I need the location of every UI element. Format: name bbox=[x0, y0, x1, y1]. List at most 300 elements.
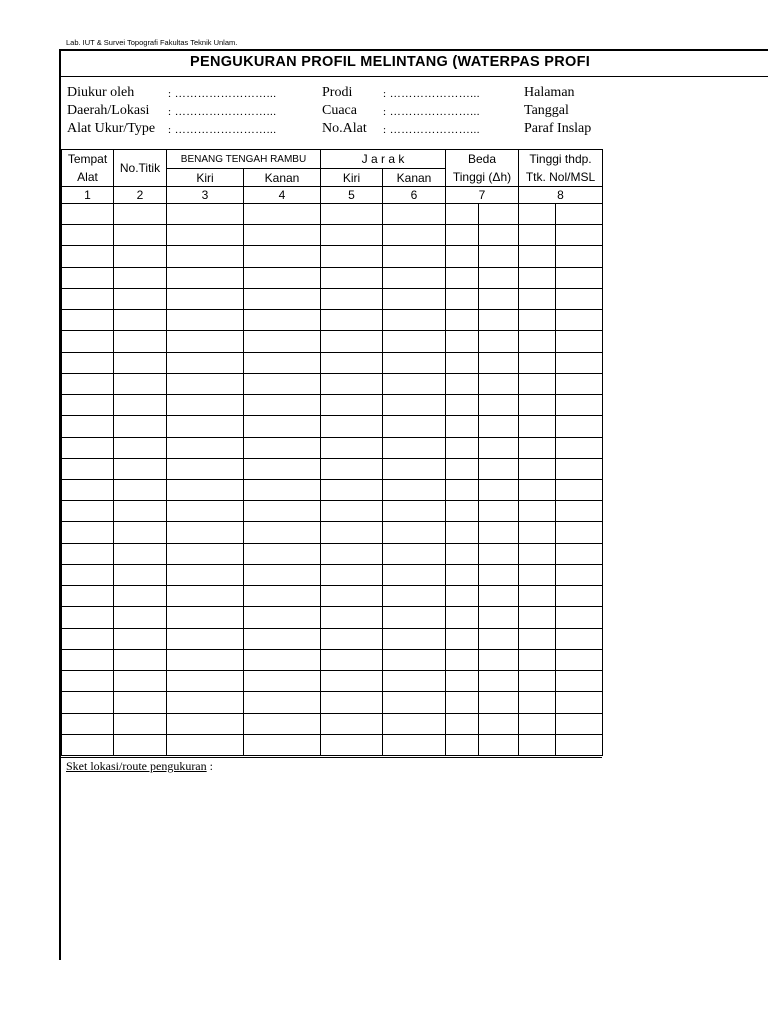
label-cuaca: Cuaca bbox=[322, 103, 357, 118]
table-cell[interactable] bbox=[62, 353, 114, 374]
table-cell[interactable] bbox=[114, 204, 167, 225]
table-cell[interactable] bbox=[519, 438, 556, 459]
col-number-8: 8 bbox=[519, 187, 603, 204]
table-cell[interactable] bbox=[556, 225, 603, 246]
table-cell[interactable] bbox=[383, 544, 446, 565]
table-cell[interactable] bbox=[383, 289, 446, 310]
table-cell[interactable] bbox=[114, 735, 167, 756]
table-row bbox=[62, 416, 603, 438]
table-cell[interactable] bbox=[383, 650, 446, 671]
table-cell[interactable] bbox=[556, 586, 603, 607]
table-cell[interactable] bbox=[244, 607, 321, 629]
table-cell[interactable] bbox=[244, 416, 321, 438]
table-cell[interactable] bbox=[479, 522, 519, 544]
table-cell[interactable] bbox=[114, 692, 167, 714]
table-cell[interactable] bbox=[519, 671, 556, 692]
table-cell[interactable] bbox=[167, 480, 244, 501]
field-no-alat[interactable]: : …………………... bbox=[383, 124, 481, 136]
table-cell[interactable] bbox=[244, 629, 321, 650]
table-cell[interactable] bbox=[114, 374, 167, 395]
table-cell[interactable] bbox=[519, 544, 556, 565]
table-cell[interactable] bbox=[321, 246, 383, 268]
table-cell[interactable] bbox=[321, 544, 383, 565]
table-cell[interactable] bbox=[114, 395, 167, 416]
field-diukur-oleh[interactable]: : ……………………... bbox=[168, 88, 277, 100]
table-cell[interactable] bbox=[479, 544, 519, 565]
table-cell[interactable] bbox=[556, 501, 603, 522]
table-cell[interactable] bbox=[556, 607, 603, 629]
table-cell[interactable] bbox=[383, 735, 446, 756]
table-cell[interactable] bbox=[519, 374, 556, 395]
table-cell[interactable] bbox=[479, 565, 519, 586]
table-cell[interactable] bbox=[167, 225, 244, 246]
table-cell[interactable] bbox=[114, 246, 167, 268]
table-cell[interactable] bbox=[321, 735, 383, 756]
table-row bbox=[62, 650, 603, 671]
table-cell[interactable] bbox=[446, 310, 479, 331]
table-cell[interactable] bbox=[479, 374, 519, 395]
table-cell[interactable] bbox=[383, 310, 446, 331]
table-cell[interactable] bbox=[446, 246, 479, 268]
table-cell[interactable] bbox=[114, 544, 167, 565]
frame-top-border bbox=[59, 49, 768, 51]
table-cell[interactable] bbox=[556, 310, 603, 331]
table-cell[interactable] bbox=[479, 395, 519, 416]
table-cell[interactable] bbox=[244, 289, 321, 310]
table-row bbox=[62, 204, 603, 225]
table-cell[interactable] bbox=[383, 374, 446, 395]
header-jarak-kanan: Kanan bbox=[383, 169, 446, 187]
table-cell[interactable] bbox=[383, 671, 446, 692]
table-cell[interactable] bbox=[167, 692, 244, 714]
header-tinggi-thdp: Tinggi thdp. bbox=[519, 150, 603, 169]
table-cell[interactable] bbox=[167, 395, 244, 416]
table-cell[interactable] bbox=[519, 416, 556, 438]
table-cell[interactable] bbox=[556, 268, 603, 289]
table-row bbox=[62, 735, 603, 756]
table-cell[interactable] bbox=[383, 607, 446, 629]
table-cell[interactable] bbox=[62, 374, 114, 395]
table-cell[interactable] bbox=[321, 586, 383, 607]
table-cell[interactable] bbox=[62, 480, 114, 501]
col-number-2: 2 bbox=[114, 187, 167, 204]
table-cell[interactable] bbox=[446, 565, 479, 586]
table-cell[interactable] bbox=[114, 522, 167, 544]
table-cell[interactable] bbox=[321, 395, 383, 416]
header-jarak: J a r a k bbox=[321, 150, 446, 169]
table-cell[interactable] bbox=[519, 459, 556, 480]
table-cell[interactable] bbox=[479, 480, 519, 501]
table-cell[interactable] bbox=[321, 480, 383, 501]
table-cell[interactable] bbox=[556, 353, 603, 374]
table-cell[interactable] bbox=[321, 714, 383, 735]
label-tanggal: Tanggal bbox=[524, 103, 569, 118]
table-cell[interactable] bbox=[321, 629, 383, 650]
table-cell[interactable] bbox=[114, 565, 167, 586]
table-cell[interactable] bbox=[446, 544, 479, 565]
table-cell[interactable] bbox=[167, 246, 244, 268]
field-alat-ukur[interactable]: : ……………………... bbox=[168, 124, 277, 136]
table-cell[interactable] bbox=[244, 480, 321, 501]
table-cell[interactable] bbox=[62, 395, 114, 416]
table-cell[interactable] bbox=[62, 501, 114, 522]
table-cell[interactable] bbox=[244, 225, 321, 246]
table-cell[interactable] bbox=[556, 522, 603, 544]
table-cell[interactable] bbox=[446, 480, 479, 501]
table-cell[interactable] bbox=[244, 459, 321, 480]
table-cell[interactable] bbox=[383, 225, 446, 246]
table-cell[interactable] bbox=[62, 204, 114, 225]
table-cell[interactable] bbox=[479, 586, 519, 607]
lab-header: Lab. IUT & Survei Topografi Fakultas Teknik Unlam. bbox=[66, 38, 238, 47]
header-tinggi-dh: Tinggi (Δh) bbox=[446, 169, 519, 187]
table-cell[interactable] bbox=[62, 438, 114, 459]
table-cell[interactable] bbox=[167, 544, 244, 565]
table-cell[interactable] bbox=[321, 204, 383, 225]
table-cell[interactable] bbox=[479, 671, 519, 692]
table-cell[interactable] bbox=[519, 501, 556, 522]
table-cell[interactable] bbox=[321, 268, 383, 289]
table-cell[interactable] bbox=[167, 438, 244, 459]
table-cell[interactable] bbox=[479, 416, 519, 438]
table-cell[interactable] bbox=[446, 438, 479, 459]
table-cell[interactable] bbox=[519, 480, 556, 501]
table-cell[interactable] bbox=[167, 671, 244, 692]
table-cell[interactable] bbox=[446, 268, 479, 289]
table-cell[interactable] bbox=[556, 480, 603, 501]
table-cell[interactable] bbox=[383, 395, 446, 416]
table-cell[interactable] bbox=[383, 331, 446, 353]
field-daerah-lokasi[interactable]: : ……………………... bbox=[168, 106, 277, 118]
table-cell[interactable] bbox=[519, 629, 556, 650]
table-cell[interactable] bbox=[519, 331, 556, 353]
table-cell[interactable] bbox=[244, 353, 321, 374]
table-cell[interactable] bbox=[446, 650, 479, 671]
table-cell[interactable] bbox=[167, 607, 244, 629]
table-cell[interactable] bbox=[446, 395, 479, 416]
table-cell[interactable] bbox=[479, 650, 519, 671]
table-cell[interactable] bbox=[62, 586, 114, 607]
table-cell[interactable] bbox=[519, 714, 556, 735]
table-cell[interactable] bbox=[167, 650, 244, 671]
table-cell[interactable] bbox=[383, 438, 446, 459]
table-cell[interactable] bbox=[383, 501, 446, 522]
table-cell[interactable] bbox=[519, 268, 556, 289]
table-cell[interactable] bbox=[321, 692, 383, 714]
table-cell[interactable] bbox=[244, 331, 321, 353]
table-cell[interactable] bbox=[62, 607, 114, 629]
table-row bbox=[62, 501, 603, 522]
table-cell[interactable] bbox=[519, 565, 556, 586]
label-paraf-inslap: Paraf Inslap bbox=[524, 121, 592, 136]
table-row bbox=[62, 438, 603, 459]
table-cell[interactable] bbox=[62, 692, 114, 714]
table-cell[interactable] bbox=[446, 459, 479, 480]
table-cell[interactable] bbox=[446, 289, 479, 310]
field-prodi[interactable]: : …………………... bbox=[383, 88, 481, 100]
table-cell[interactable] bbox=[114, 629, 167, 650]
table-cell[interactable] bbox=[519, 204, 556, 225]
table-cell[interactable] bbox=[479, 289, 519, 310]
col-number-6: 6 bbox=[383, 187, 446, 204]
header-beda: Beda bbox=[446, 150, 519, 169]
table-cell[interactable] bbox=[556, 565, 603, 586]
table-cell[interactable] bbox=[519, 289, 556, 310]
table-cell[interactable] bbox=[167, 374, 244, 395]
table-cell[interactable] bbox=[519, 522, 556, 544]
table-cell[interactable] bbox=[62, 416, 114, 438]
table-cell[interactable] bbox=[519, 225, 556, 246]
table-cell[interactable] bbox=[114, 289, 167, 310]
table-cell[interactable] bbox=[321, 289, 383, 310]
table-cell[interactable] bbox=[556, 331, 603, 353]
table-cell[interactable] bbox=[244, 544, 321, 565]
table-cell[interactable] bbox=[62, 714, 114, 735]
table-cell[interactable] bbox=[446, 353, 479, 374]
table-cell[interactable] bbox=[519, 692, 556, 714]
table-cell[interactable] bbox=[383, 416, 446, 438]
table-cell[interactable] bbox=[383, 480, 446, 501]
table-row bbox=[62, 395, 603, 416]
label-alat-ukur: Alat Ukur/Type bbox=[67, 121, 156, 136]
table-cell[interactable] bbox=[383, 586, 446, 607]
table-cell[interactable] bbox=[383, 522, 446, 544]
table-cell[interactable] bbox=[167, 586, 244, 607]
col-number-5: 5 bbox=[321, 187, 383, 204]
table-cell[interactable] bbox=[167, 289, 244, 310]
table-cell[interactable] bbox=[479, 268, 519, 289]
table-cell[interactable] bbox=[244, 204, 321, 225]
table-cell[interactable] bbox=[321, 650, 383, 671]
table-cell[interactable] bbox=[446, 204, 479, 225]
table-cell[interactable] bbox=[446, 416, 479, 438]
table-cell[interactable] bbox=[62, 459, 114, 480]
table-cell[interactable] bbox=[479, 353, 519, 374]
table-cell[interactable] bbox=[321, 607, 383, 629]
table-cell[interactable] bbox=[167, 331, 244, 353]
table-cell[interactable] bbox=[556, 204, 603, 225]
table-cell[interactable] bbox=[383, 629, 446, 650]
table-cell[interactable] bbox=[519, 650, 556, 671]
table-cell[interactable] bbox=[62, 544, 114, 565]
table-row bbox=[62, 544, 603, 565]
table-cell[interactable] bbox=[114, 353, 167, 374]
table-cell[interactable] bbox=[556, 650, 603, 671]
header-benang-tengah-rambu: BENANG TENGAH RAMBU bbox=[167, 150, 321, 169]
table-cell[interactable] bbox=[519, 607, 556, 629]
table-cell[interactable] bbox=[556, 629, 603, 650]
table-cell[interactable] bbox=[167, 459, 244, 480]
table-cell[interactable] bbox=[167, 310, 244, 331]
table-cell[interactable] bbox=[321, 353, 383, 374]
table-cell[interactable] bbox=[479, 501, 519, 522]
table-cell[interactable] bbox=[519, 735, 556, 756]
table-cell[interactable] bbox=[479, 692, 519, 714]
table-cell[interactable] bbox=[446, 586, 479, 607]
table-cell[interactable] bbox=[479, 735, 519, 756]
table-cell[interactable] bbox=[383, 268, 446, 289]
table-cell[interactable] bbox=[167, 204, 244, 225]
header-benang-kanan: Kanan bbox=[244, 169, 321, 187]
table-cell[interactable] bbox=[321, 225, 383, 246]
table-cell[interactable] bbox=[167, 353, 244, 374]
table-cell[interactable] bbox=[446, 225, 479, 246]
table-cell[interactable] bbox=[62, 671, 114, 692]
table-cell[interactable] bbox=[62, 289, 114, 310]
table-cell[interactable] bbox=[167, 565, 244, 586]
table-cell[interactable] bbox=[383, 353, 446, 374]
table-cell[interactable] bbox=[556, 246, 603, 268]
table-cell[interactable] bbox=[244, 522, 321, 544]
table-cell[interactable] bbox=[446, 714, 479, 735]
table-cell[interactable] bbox=[62, 310, 114, 331]
table-cell[interactable] bbox=[479, 459, 519, 480]
table-cell[interactable] bbox=[383, 246, 446, 268]
table-cell[interactable] bbox=[114, 459, 167, 480]
table-cell[interactable] bbox=[244, 501, 321, 522]
table-cell[interactable] bbox=[321, 459, 383, 480]
table-cell[interactable] bbox=[62, 268, 114, 289]
table-cell[interactable] bbox=[479, 629, 519, 650]
table-cell[interactable] bbox=[519, 353, 556, 374]
table-cell[interactable] bbox=[479, 714, 519, 735]
table-cell[interactable] bbox=[519, 310, 556, 331]
table-cell[interactable] bbox=[114, 714, 167, 735]
table-cell[interactable] bbox=[519, 246, 556, 268]
table-cell[interactable] bbox=[446, 607, 479, 629]
field-cuaca[interactable]: : …………………... bbox=[383, 106, 481, 118]
table-cell[interactable] bbox=[167, 268, 244, 289]
table-cell[interactable] bbox=[479, 607, 519, 629]
table-cell[interactable] bbox=[383, 459, 446, 480]
table-cell[interactable] bbox=[321, 438, 383, 459]
table-cell[interactable] bbox=[167, 714, 244, 735]
table-cell[interactable] bbox=[383, 565, 446, 586]
table-cell[interactable] bbox=[62, 650, 114, 671]
table-cell[interactable] bbox=[244, 650, 321, 671]
table-cell[interactable] bbox=[556, 395, 603, 416]
table-cell[interactable] bbox=[556, 289, 603, 310]
table-cell[interactable] bbox=[446, 735, 479, 756]
table-cell[interactable] bbox=[244, 395, 321, 416]
table-cell[interactable] bbox=[556, 692, 603, 714]
table-cell[interactable] bbox=[556, 714, 603, 735]
table-cell[interactable] bbox=[244, 374, 321, 395]
table-cell[interactable] bbox=[519, 395, 556, 416]
table-cell[interactable] bbox=[321, 331, 383, 353]
table-cell[interactable] bbox=[114, 586, 167, 607]
table-cell[interactable] bbox=[244, 246, 321, 268]
table-cell[interactable] bbox=[479, 204, 519, 225]
table-cell[interactable] bbox=[114, 501, 167, 522]
table-cell[interactable] bbox=[321, 671, 383, 692]
table-cell[interactable] bbox=[114, 225, 167, 246]
table-cell[interactable] bbox=[446, 671, 479, 692]
table-cell[interactable] bbox=[479, 225, 519, 246]
table-row bbox=[62, 480, 603, 501]
table-cell[interactable] bbox=[446, 692, 479, 714]
table-cell[interactable] bbox=[62, 522, 114, 544]
table-cell[interactable] bbox=[62, 225, 114, 246]
table-cell[interactable] bbox=[114, 438, 167, 459]
table-cell[interactable] bbox=[244, 586, 321, 607]
table-cell[interactable] bbox=[114, 607, 167, 629]
table-cell[interactable] bbox=[446, 629, 479, 650]
table-cell[interactable] bbox=[556, 735, 603, 756]
table-row bbox=[62, 692, 603, 714]
table-cell[interactable] bbox=[479, 246, 519, 268]
table-cell[interactable] bbox=[244, 438, 321, 459]
table-cell[interactable] bbox=[383, 714, 446, 735]
table-cell[interactable] bbox=[167, 735, 244, 756]
table-cell[interactable] bbox=[114, 416, 167, 438]
table-cell[interactable] bbox=[446, 501, 479, 522]
table-cell[interactable] bbox=[321, 565, 383, 586]
table-cell[interactable] bbox=[62, 331, 114, 353]
table-cell[interactable] bbox=[519, 586, 556, 607]
table-cell[interactable] bbox=[114, 480, 167, 501]
table-cell[interactable] bbox=[167, 522, 244, 544]
table-row bbox=[62, 353, 603, 374]
table-row bbox=[62, 374, 603, 395]
table-cell[interactable] bbox=[446, 522, 479, 544]
table-cell[interactable] bbox=[114, 671, 167, 692]
table-row bbox=[62, 671, 603, 692]
table-cell[interactable] bbox=[114, 310, 167, 331]
table-cell[interactable] bbox=[556, 438, 603, 459]
label-no-alat: No.Alat bbox=[322, 121, 367, 136]
table-cell[interactable] bbox=[244, 565, 321, 586]
table-cell[interactable] bbox=[556, 416, 603, 438]
table-cell[interactable] bbox=[244, 671, 321, 692]
table-cell[interactable] bbox=[62, 629, 114, 650]
table-cell[interactable] bbox=[556, 459, 603, 480]
table-cell[interactable] bbox=[321, 374, 383, 395]
table-cell[interactable] bbox=[62, 735, 114, 756]
table-cell[interactable] bbox=[321, 522, 383, 544]
table-cell[interactable] bbox=[114, 331, 167, 353]
table-cell[interactable] bbox=[244, 692, 321, 714]
table-cell[interactable] bbox=[244, 310, 321, 331]
table-cell[interactable] bbox=[167, 629, 244, 650]
table-cell[interactable] bbox=[479, 331, 519, 353]
table-row bbox=[62, 310, 603, 331]
table-cell[interactable] bbox=[114, 650, 167, 671]
table-cell[interactable] bbox=[244, 268, 321, 289]
table-cell[interactable] bbox=[114, 268, 167, 289]
table-cell[interactable] bbox=[62, 565, 114, 586]
table-cell[interactable] bbox=[244, 735, 321, 756]
table-cell[interactable] bbox=[446, 374, 479, 395]
table-cell[interactable] bbox=[167, 416, 244, 438]
title-divider bbox=[59, 76, 768, 77]
table-cell[interactable] bbox=[556, 671, 603, 692]
table-cell[interactable] bbox=[479, 310, 519, 331]
table-cell[interactable] bbox=[556, 374, 603, 395]
table-cell[interactable] bbox=[383, 204, 446, 225]
header-ttk-nol-msl: Ttk. Nol/MSL bbox=[519, 169, 603, 187]
table-cell[interactable] bbox=[62, 246, 114, 268]
table-cell[interactable] bbox=[321, 416, 383, 438]
table-cell[interactable] bbox=[383, 692, 446, 714]
table-cell[interactable] bbox=[556, 544, 603, 565]
table-cell[interactable] bbox=[321, 310, 383, 331]
table-cell[interactable] bbox=[167, 501, 244, 522]
table-cell[interactable] bbox=[244, 714, 321, 735]
table-cell[interactable] bbox=[446, 331, 479, 353]
table-cell[interactable] bbox=[479, 438, 519, 459]
table-cell[interactable] bbox=[321, 501, 383, 522]
